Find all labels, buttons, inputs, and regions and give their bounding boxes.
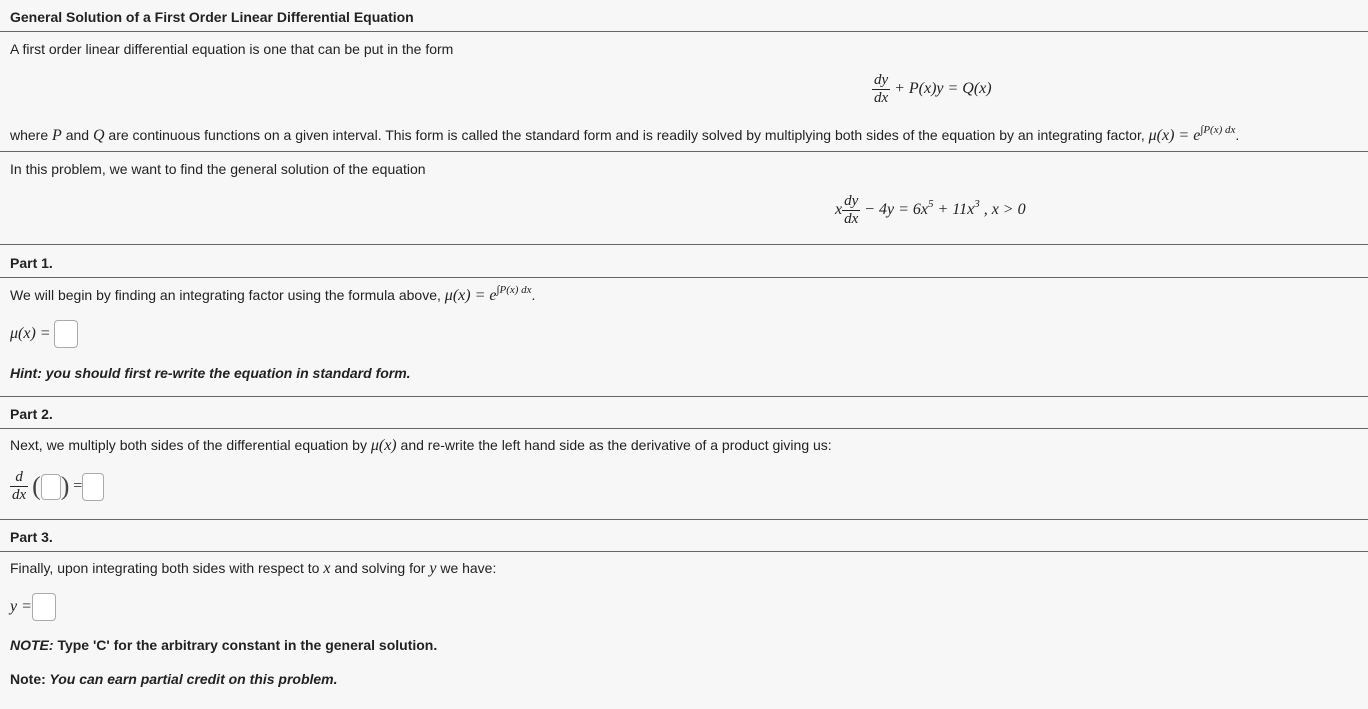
note-text: Type 'C' for the arbitrary constant in the general solution.	[53, 637, 438, 653]
divider	[0, 551, 1368, 552]
integrating-factor-formula: μ(x) = e	[1148, 127, 1201, 144]
fraction-denominator: dx	[12, 487, 27, 503]
exponent: 5	[927, 198, 934, 211]
mu-symbol: μ(x)	[370, 437, 397, 454]
text: and re-write the left hand side as the derivative of a product giving us:	[400, 437, 832, 453]
fraction-numerator: dy	[874, 72, 889, 88]
answer-label: y =	[10, 598, 32, 615]
part2-answer-row	[10, 469, 104, 504]
text: We will begin by finding an integrating factor using the formula above,	[10, 287, 441, 303]
equation-condition: , x > 0	[979, 201, 1026, 219]
text: and solving for	[334, 560, 426, 576]
text: Finally, upon integrating both sides with respect to	[10, 560, 320, 576]
fraction-numerator: d	[15, 469, 23, 485]
fraction-numerator: dy	[844, 193, 859, 209]
fraction-denominator: dx	[844, 211, 859, 227]
note-constant	[10, 637, 437, 653]
left-paren: (	[32, 471, 41, 501]
text: Next, we multiply both sides of the differential equation by	[10, 437, 367, 453]
divider	[0, 277, 1368, 278]
text: are continuous functions on a given interval. This form is called the standard form and is readily solved by multiplying both sides of the equation by an integrating factor,	[108, 127, 1145, 143]
part1-heading: Part 1.	[10, 255, 53, 271]
d-dx-fraction	[10, 469, 28, 504]
equation-rest: + P(x)y = Q(x)	[894, 80, 992, 98]
period: .	[1235, 127, 1240, 143]
divider	[0, 428, 1368, 429]
dy-dx-fraction	[842, 193, 860, 228]
part2-text	[10, 437, 832, 455]
product-answer-input[interactable]	[41, 474, 61, 500]
note-label: Note:	[10, 671, 46, 687]
part1-text	[10, 284, 536, 305]
problem-text: In this problem, we want to find the general solution of the equation	[10, 161, 426, 177]
symbol-P: P	[52, 127, 62, 144]
mu-answer-input[interactable]	[54, 320, 78, 348]
y-answer-input[interactable]	[32, 593, 56, 621]
problem-equation	[835, 193, 1026, 228]
standard-form-equation	[872, 72, 992, 107]
exponent: 3	[974, 198, 980, 211]
rhs-answer-input[interactable]	[82, 473, 104, 501]
integrating-factor-formula: μ(x) = e	[444, 287, 497, 304]
exponent: ∫P(x) dx	[496, 284, 532, 296]
symbol-Q: Q	[92, 127, 105, 144]
note-text: You can earn partial credit on this problem.	[45, 671, 338, 687]
symbol-y: y	[429, 560, 437, 577]
part2-heading: Part 2.	[10, 406, 53, 422]
note-label: NOTE:	[10, 637, 54, 653]
part1-answer-row	[10, 320, 78, 348]
part3-text	[10, 560, 496, 578]
note-partial-credit	[10, 671, 338, 687]
exponent: ∫P(x) dx	[1200, 124, 1236, 136]
fraction-denominator: dx	[874, 90, 889, 106]
part3-answer-row	[10, 593, 56, 621]
divider	[0, 519, 1368, 520]
text: where	[10, 127, 49, 143]
equation-rest: − 4y = 6x	[864, 201, 928, 219]
symbol-x: x	[323, 560, 331, 577]
page-title: General Solution of a First Order Linear Differential Equation	[10, 9, 414, 25]
hint-text: Hint: you should first re-write the equation in standard form.	[10, 365, 411, 381]
equals-sign: =	[73, 477, 83, 495]
coefficient-x: x	[835, 201, 843, 219]
divider	[0, 31, 1368, 32]
part3-heading: Part 3.	[10, 529, 53, 545]
divider	[0, 396, 1368, 397]
equation-rest: + 11x	[933, 201, 975, 219]
intro-explanation	[10, 124, 1240, 145]
divider	[0, 244, 1368, 245]
answer-label: μ(x) =	[10, 325, 51, 342]
dy-dx-fraction	[872, 72, 890, 107]
text: and	[65, 127, 90, 143]
text: we have:	[440, 560, 497, 576]
intro-text: A first order linear differential equation is one that can be put in the form	[10, 41, 454, 57]
period: .	[531, 287, 536, 303]
divider	[0, 151, 1368, 152]
right-paren: )	[60, 471, 70, 501]
